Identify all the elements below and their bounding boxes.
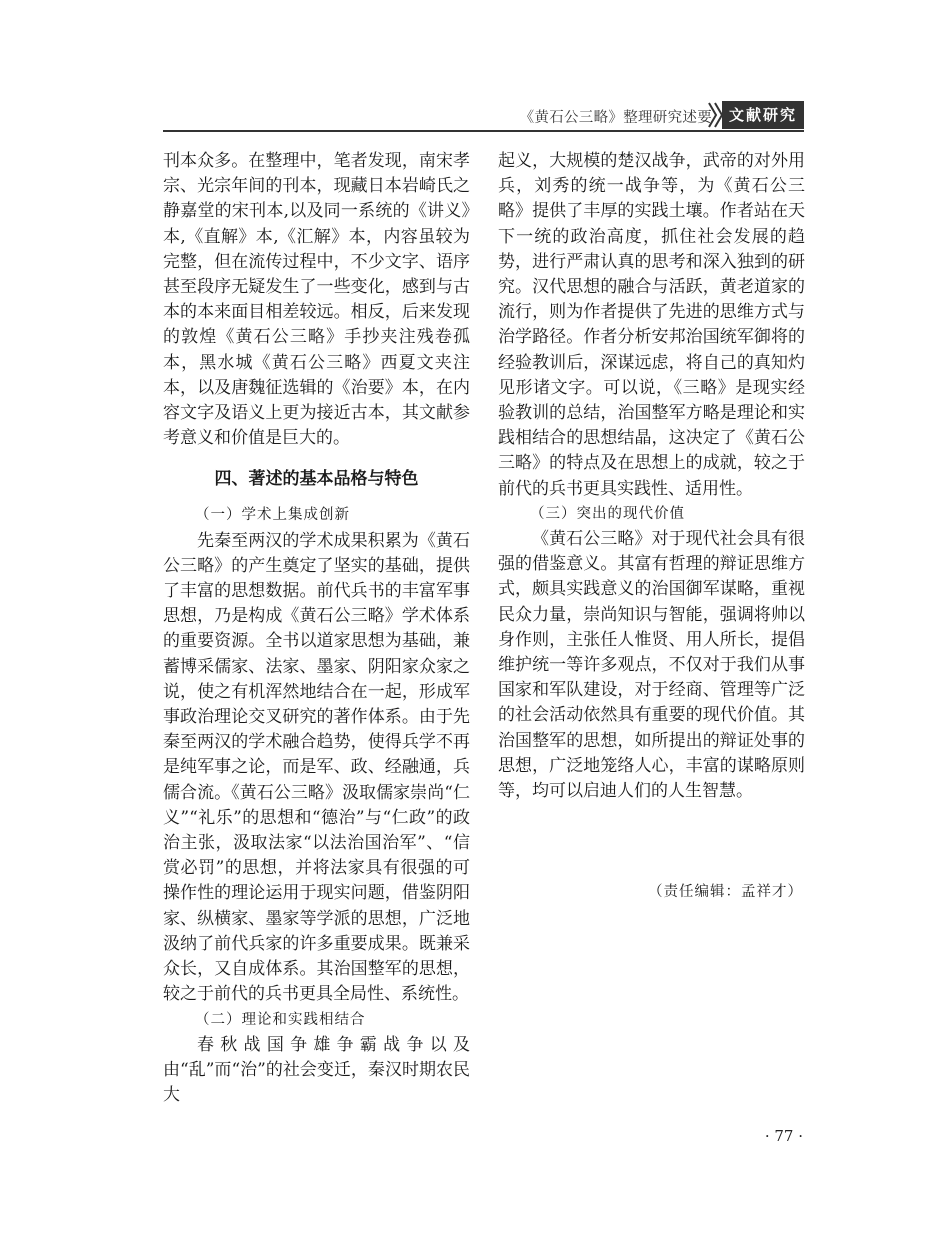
section-tag: 文献研究 (722, 101, 804, 129)
subsection-paragraph-3: 《黄石公三略》对于现代社会具有很强的借鉴意义。其富有哲理的辩证思维方式，颇具实践意义的治国御军谋略，重视民众力量，崇尚知识与智能，强调将帅以身作则，主张任人惟贤、用人所长，提倡维护统一等许多观点，不仅对于我们从事国家和军队建设，对于经商、管理等广泛的社会活动依然具有重要的现代价值。其治国整军的思想，如所提出的辩证处事的思想，广泛地笼络人心，丰富的谋略原则等，均可以启迪人们的人生智慧。 (498, 529, 805, 802)
page-number: · 77 · (764, 1127, 803, 1145)
running-title: 《黄石公三略》整理研究述要 (519, 110, 712, 126)
subsection-paragraph-1: 先秦至两汉的学术成果积累为《黄石公三略》的产生奠定了坚实的基础，提供了丰富的思想数据。前代兵书的丰富军事思想，乃是构成《黄石公三略》学术体系的重要资源。全书以道家思想为基础，兼蓄博采儒家、法家、墨家、阴阳家众家之说，使之有机浑然地结合在一起，形成军事政治理论交叉研究的著作体系。由于先秦至两汉的学术融合趋势，使得兵学不再是纯军事之论，而是军、政、经融通，兵儒合流。《黄石公三略》汲取儒家崇尚“仁义”“礼乐”的思想和“德治”与“仁政”的政治主张，汲取法家“以法治国治军”、“信赏必罚”的思想，并将法家具有很强的可操作性的理论运用于现实问题，借鉴阴阳家、纵横家、墨家等学派的思想，广泛地汲纳了前代兵家的许多重要成果。既兼采众长，又自成体系。其治国整军的思想，较之于前代的兵书更具全局性、系统性。 (163, 530, 470, 1005)
header-rule (163, 130, 804, 132)
left-column (163, 149, 470, 1108)
subsection-heading-2: （二）理论和实践相结合 (195, 1011, 366, 1028)
editor-credit: （责任编辑：孟祥才） (648, 884, 803, 900)
continued-paragraph-right: 起义，大规模的楚汉战争，武帝的对外用兵，刘秀的统一战争等，为《黄石公三略》提供了丰厚的实践土壤。作者站在天下一统的政治高度，抓住社会发展的趋势，进行严肃认真的思考和深入独到的研究。汉代思想的融合与活跃，黄老道家的流行，则为作者提供了先进的思维方式与治学路径。作者分析安邦治国统军御将的经验教训后，深谋远虑，将自己的真知灼见形诸文字。可以说，《三略》是现实经验教训的总结，治国整军方略是理论和实践相结合的思想结晶，这决定了《黄石公三略》的特点及在思想上的成就，较之于前代的兵书更具实践性、适用性。 (498, 151, 805, 499)
subsection-heading-3: （三）突出的现代价值 (530, 505, 685, 522)
section-heading: 四、著述的基本品格与特色 (214, 469, 419, 490)
subsection-paragraph-2: 春秋战国争雄争霸战争以及由“乱”而“治”的社会变迁，秦汉时期农民大 (163, 1034, 470, 1106)
continued-paragraph: 刊本众多。在整理中，笔者发现，南宋孝宗、光宗年间的刊本，现藏日本岩崎氏之静嘉堂的宋刊本,以及同一系统的《讲义》本,《直解》本,《汇解》本，内容虽较为完整，但在流传过程中，不少文字、语序甚至段序无疑发生了一些变化，感到与古本的本来面目相差较远。相反，后来发现的敦煌《黄石公三略》手抄夹注残卷孤本，黑水城《黄石公三略》西夏文夹注本，以及唐魏征选辑的《治要》本，在内容文字及语义上更为接近古本，其文献参考意义和价值是巨大的。 (163, 151, 470, 449)
running-header (163, 100, 804, 130)
subsection-heading-1: （一）学术上集成创新 (195, 507, 350, 524)
right-column (498, 149, 805, 804)
